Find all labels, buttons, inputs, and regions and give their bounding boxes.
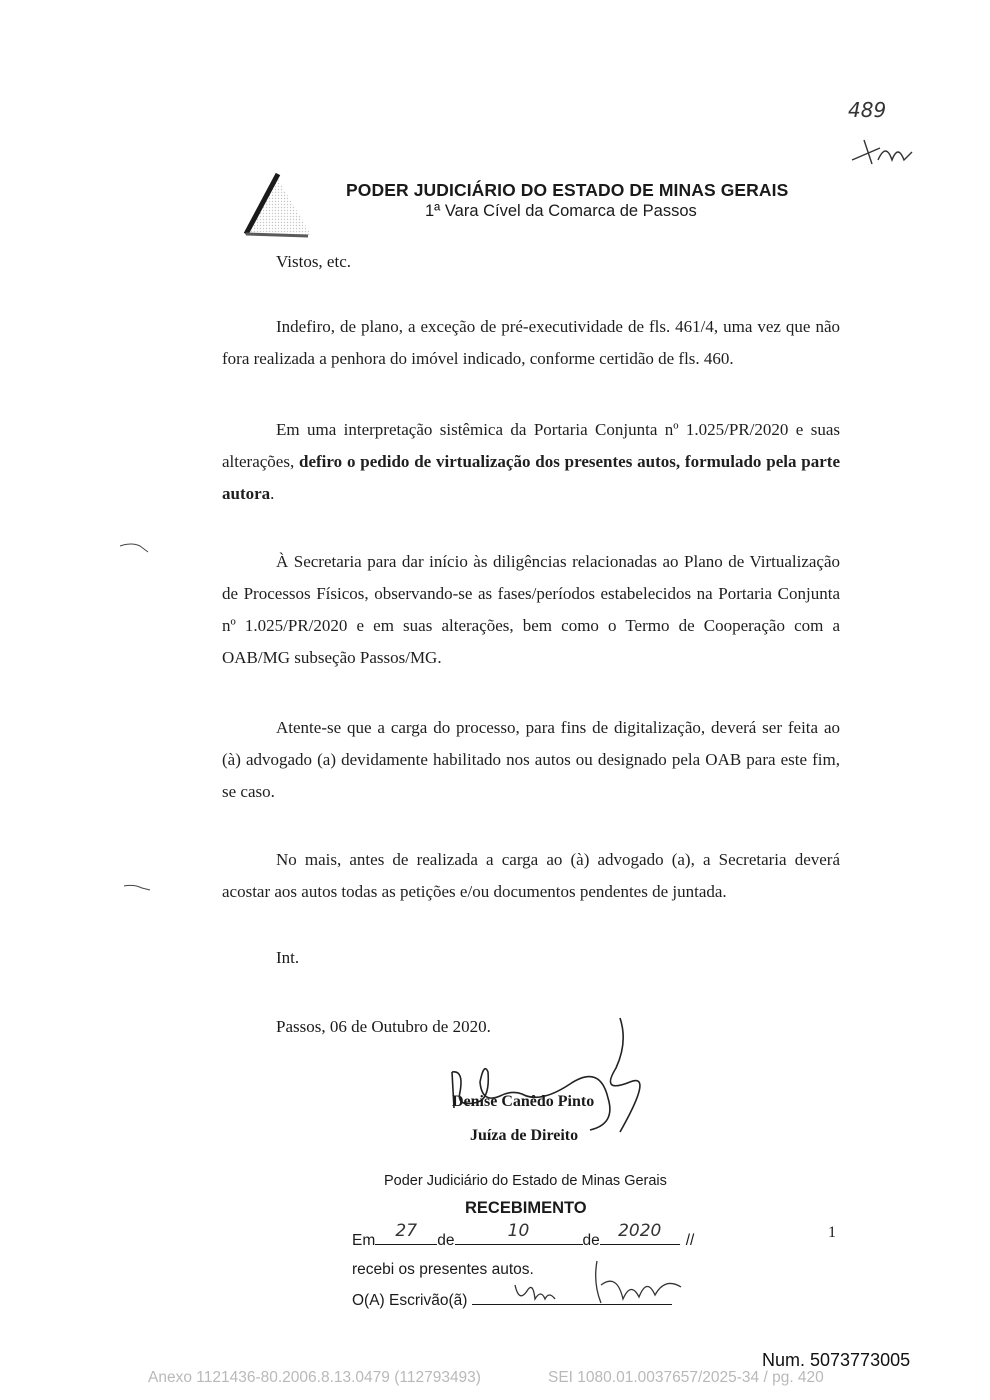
judge-role: Juíza de Direito [470, 1127, 579, 1144]
receipt-organization: Poder Judiciário do Estado de Minas Gerais [384, 1173, 667, 1189]
footer-annex-reference: Anexo 1121436-80.2006.8.13.0479 (112793493) [148, 1369, 481, 1386]
paragraph-2 [222, 414, 840, 510]
court-division-subheading: 1ª Vara Cível da Comarca de Passos [425, 202, 697, 220]
receipt-title: RECEBIMENTO [465, 1199, 587, 1217]
paragraph-3: À Secretaria para dar início às diligências relacionadas ao Plano de Virtualização de Processos Físicos, observando-se as fases/períodos estabelecidos na Portaria Conjunta nº 1.025/PR/2020 e em suas alterações, bem como o Termo de Cooperação com a OAB/MG subseção Passos/MG. [222, 552, 840, 667]
judge-name: Denise Canêdo Pinto [452, 1093, 595, 1110]
place-date: Passos, 06 de Outubro de 2020. [276, 1017, 491, 1036]
paragraph-4: Atente-se que a carga do processo, para fins de digitalização, deverá ser feita ao (à) advogado (a) devidamente habilitado nos autos ou designado pela OAB para este fim, se caso. [222, 718, 840, 801]
margin-folio-number: 489 [848, 98, 887, 122]
opening-line: Vistos, etc. [276, 252, 351, 271]
margin-initials-scribble [842, 120, 922, 182]
receipt-de-label-2: de [582, 1232, 600, 1249]
receipt-day: 27 [395, 1221, 418, 1241]
page-number: 1 [828, 1224, 836, 1241]
court-logo-icon [238, 170, 318, 242]
receipt-de-label: de [437, 1232, 455, 1249]
document-number: Num. 5073773005 [762, 1350, 911, 1370]
receipt-year: 2020 [618, 1221, 662, 1241]
closing-line: Int. [276, 948, 300, 967]
margin-tick-mark [118, 540, 158, 554]
paragraph-5: No mais, antes de realizada a carga ao (à) advogado (a), a Secretaria deverá acostar aos autos todas as petições e/ou documentos pendentes de juntada. [222, 850, 840, 901]
handwritten-signature [430, 1012, 660, 1142]
margin-tick-mark [122, 880, 162, 894]
court-name-heading: PODER JUDICIÁRIO DO ESTADO DE MINAS GERAIS [346, 180, 789, 200]
receipt-month: 10 [507, 1221, 530, 1241]
paragraph-1: Indefiro, de plano, a exceção de pré-executividade de fls. 461/4, uma vez que não fora realizada a penhora do imóvel indicado, conforme certidão de fls. 460. [222, 317, 840, 368]
footer-sei-reference: SEI 1080.01.0037657/2025-34 / pg. 420 [548, 1369, 824, 1386]
receipt-received-text: recebi os presentes autos. [352, 1261, 534, 1278]
receipt-em-label: Em [352, 1232, 376, 1249]
receipt-date-line [352, 1221, 695, 1250]
receipt-clerk-label: O(A) Escrivão(ã) [352, 1292, 468, 1309]
clerk-signature [505, 1255, 690, 1307]
paragraph-2-decision: defiro o pedido de virtualização dos presentes autos, formulado pela parte autora [222, 452, 840, 503]
paragraph-2-end: . [270, 484, 275, 503]
receipt-end-mark: // [685, 1232, 695, 1249]
paragraph-2-text: Em uma interpretação sistêmica da Portaria Conjunta nº 1.025/PR/2020 e suas alterações, [222, 420, 840, 471]
